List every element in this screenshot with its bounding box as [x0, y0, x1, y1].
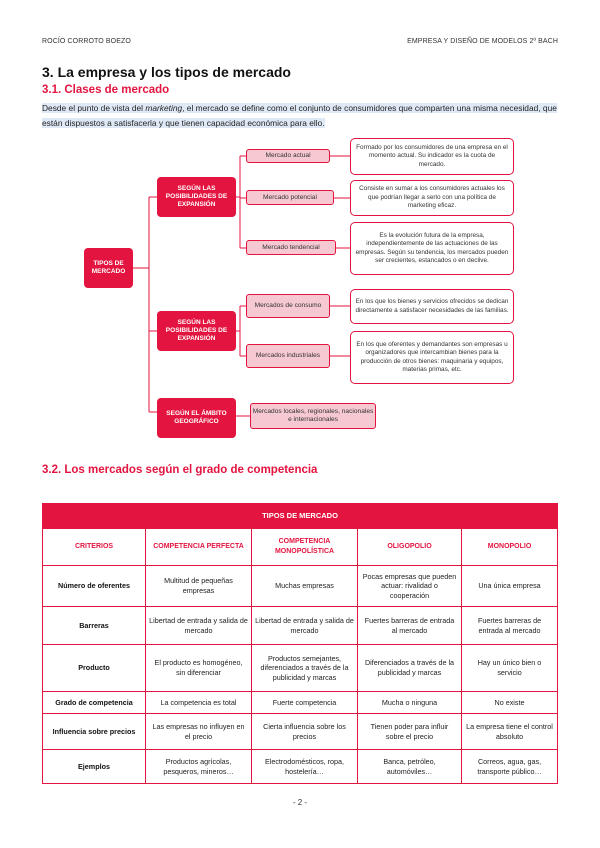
table-cell: Electrodomésticos, ropa, hostelería…: [252, 750, 358, 784]
table-row: [43, 645, 558, 692]
criterion-cell: Influencia sobre precios: [43, 714, 146, 750]
diagram-item-mercados-consumo: Mercados de consumo: [246, 294, 330, 318]
table-title: TIPOS DE MERCADO: [43, 504, 558, 529]
table-row: [43, 692, 558, 714]
column-header: MONOPOLIO: [462, 529, 558, 566]
intro-text-1: Desde el punto de vista del: [42, 103, 146, 113]
diagram-item-mercados-industriales: Mercados industriales: [246, 344, 330, 368]
diagram-desc-mercado-potencial: Consiste en sumar a los consumidores actuales los que podrían llegar a serlo con una política de marketing eficaz.: [350, 180, 514, 216]
table-cell: Fuertes barreras de entrada al mercado: [358, 607, 462, 645]
table-cell: Multitud de pequeñas empresas: [146, 566, 252, 607]
table-cell: Cierta influencia sobre los precios: [252, 714, 358, 750]
header-author: ROCÍO CORROTO BOEZO: [42, 38, 131, 45]
criterion-cell: Grado de competencia: [43, 692, 146, 714]
table-cell: Productos semejantes, diferenciados a través de la publicidad y marcas: [252, 645, 358, 692]
diagram-branch-geographic: SEGÚN EL ÁMBITO GEOGRÁFICO: [157, 398, 236, 438]
table-header-row: [43, 529, 558, 566]
table-cell: Libertad de entrada y salida de mercado: [146, 607, 252, 645]
table-cell: La empresa tiene el control absoluto: [462, 714, 558, 750]
table-cell: Muchas empresas: [252, 566, 358, 607]
table-cell: Mucha o ninguna: [358, 692, 462, 714]
diagram-item-mercado-tendencial: Mercado tendencial: [246, 240, 336, 255]
table-cell: Correos, agua, gas, transporte público…: [462, 750, 558, 784]
table-cell: Fuertes barreras de entrada al mercado: [462, 607, 558, 645]
table-row: [43, 750, 558, 784]
diagram-root: TIPOS DE MERCADO: [84, 248, 133, 288]
criterion-cell: Número de oferentes: [43, 566, 146, 607]
diagram-branch-expansion-2: SEGÚN LAS POSIBILIDADES DE EXPANSIÓN: [157, 311, 236, 351]
table-cell: Hay un único bien o servicio: [462, 645, 558, 692]
table-cell: Productos agrícolas, pesqueros, mineros…: [146, 750, 252, 784]
table-cell: No existe: [462, 692, 558, 714]
table-cell: Tienen poder para influir sobre el precio: [358, 714, 462, 750]
table-title-row: [43, 504, 558, 529]
table-row: [43, 566, 558, 607]
criterion-cell: Producto: [43, 645, 146, 692]
column-header: OLIGOPOLIO: [358, 529, 462, 566]
intro-text-2: , el mercado se define como el conjunto de consumidores que comparten una misma necesidad, que están dispuestos a satisfacerla y que tienen capacidad económica para ello.: [42, 103, 557, 128]
table-cell: Fuerte competencia: [252, 692, 358, 714]
table-cell: Libertad de entrada y salida de mercado: [252, 607, 358, 645]
criterion-cell: Ejemplos: [43, 750, 146, 784]
diagram-item-mercado-actual: Mercado actual: [246, 149, 330, 163]
subsection-title-clases: 3.1. Clases de mercado: [42, 84, 170, 96]
criterion-cell: Barreras: [43, 607, 146, 645]
diagram-desc-mercados-industriales: En los que oferentes y demandantes son empresas u organizadores que intercambian bienes para la producción de otros bienes: maquinaria y equipos, materias primas, etc.: [350, 331, 514, 384]
table-cell: La competencia es total: [146, 692, 252, 714]
diagram-desc-mercado-actual: Formado por los consumidores de una empresa en el momento actual. Su indicador es la cuota de mercado.: [350, 138, 514, 175]
column-header: COMPETENCIA MONOPOLÍSTICA: [252, 529, 358, 566]
table-row: [43, 714, 558, 750]
diagram-item-ambito: Mercados locales, regionales, nacionales e internacionales: [250, 403, 376, 429]
table-cell: Banca, petróleo, automóviles…: [358, 750, 462, 784]
competition-table: [42, 503, 558, 784]
header-course: EMPRESA Y DISEÑO DE MODELOS 2º BACH: [407, 38, 558, 45]
section-title: 3. La empresa y los tipos de mercado: [42, 64, 291, 80]
diagram-branch-expansion-1: SEGÚN LAS POSIBILIDADES DE EXPANSIÓN: [157, 177, 236, 217]
table-cell: Las empresas no influyen en el precio: [146, 714, 252, 750]
subsection-title-competencia: 3.2. Los mercados según el grado de competencia: [42, 464, 318, 476]
diagram-item-mercado-potencial: Mercado potencial: [246, 190, 334, 205]
page-number: - 2 -: [292, 798, 308, 807]
diagram-desc-mercado-tendencial: Es la evolución futura de la empresa, independientemente de las actuaciones de las empresas. Según su tendencia, los mercados pueden ser crecientes, estancados o en declive.: [350, 222, 514, 275]
table-cell: Una única empresa: [462, 566, 558, 607]
column-header: COMPETENCIA PERFECTA: [146, 529, 252, 566]
diagram-desc-mercados-consumo: En los que los bienes y servicios ofrecidos se dedican directamente a satisfacer necesidades de las familias.: [350, 289, 514, 324]
table-cell: Pocas empresas que pueden actuar: rivalidad o cooperación: [358, 566, 462, 607]
table-row: [43, 607, 558, 645]
intro-text-italic: marketing: [145, 103, 183, 113]
table-cell: Diferenciados a través de la publicidad y marcas: [358, 645, 462, 692]
column-header: CRITERIOS: [43, 529, 146, 566]
table-cell: El producto es homogéneo, sin diferenciar: [146, 645, 252, 692]
